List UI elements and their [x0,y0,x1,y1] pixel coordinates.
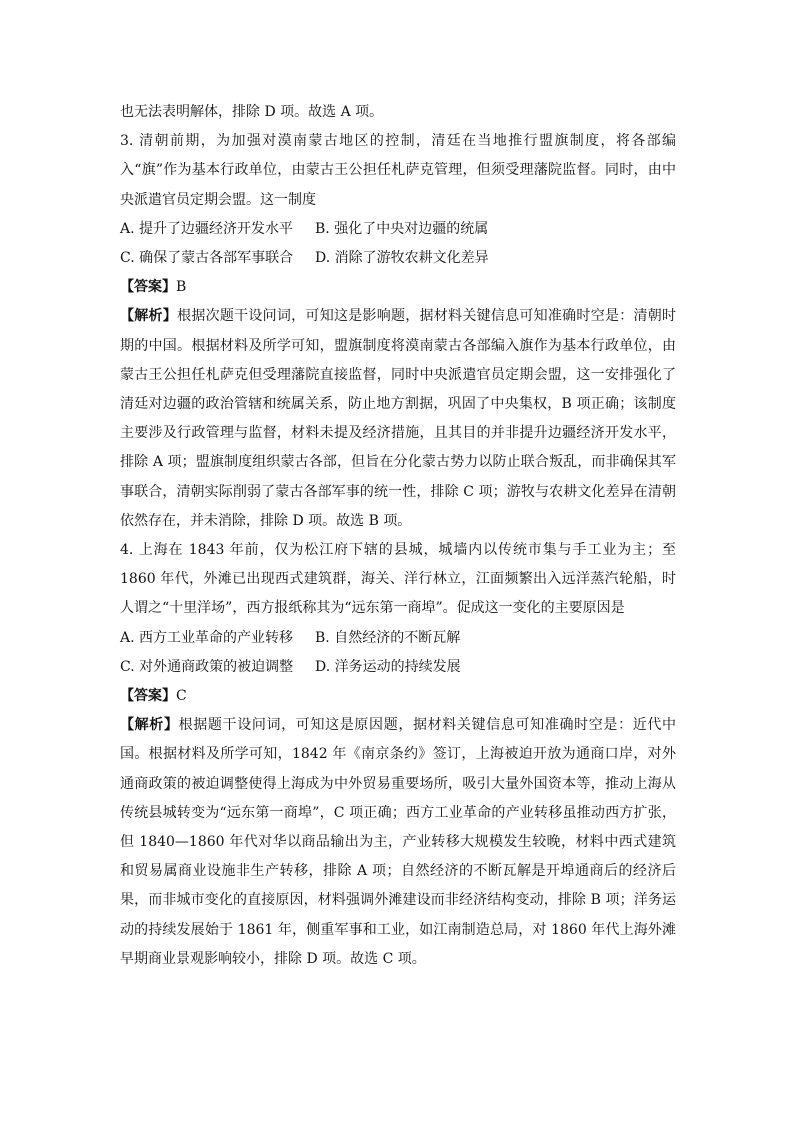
question-3-option-d: D. 消除了游牧农耕文化差异 [315,250,489,267]
question-3-options-row-2 [120,244,676,273]
question-3-answer-label: 【答案】 [120,279,176,296]
question-4-option-d: D. 洋务运动的持续发展 [315,658,461,675]
page-content [120,98,676,974]
question-4-analysis-label: 【解析】 [120,717,179,734]
question-4-answer-label: 【答案】 [120,688,176,705]
question-4-analysis-text: 根据题干设问词，可知这是原因题，据材料关键信息可知准确时空是：近代中国。根据材料及所学可知，1842 年《南京条约》签订，上海被迫开放为通商口岸，对外通商政策的被迫调整使得上海成为中外贸易重要场所，吸引大量外国资本等，推动上海从传统县城转变为“远东第一商埠”，C 项正确；西方工业革命的产业转移虽推动西方扩张，但 1840—1860 年代对华以商品输出为主，产业转移大规模发生较晚，材料中西式建筑和贸易属商业设施非生产转移，排除 A 项；自然经济的不断瓦解是开埠通商后的经济后果，而非城市变化的直接原因，材料强调外滩建设而非经济结构变动，排除 B 项；洋务运动的持续发展始于 1861 年，侧重军事和工业，如江南制造总局，对 1860 年代上海外滩早期商业景观影响较小，排除 D 项。故选 C 项。 [120,717,677,967]
question-3-analysis-text: 根据次题干设问词，可知这是影响题，据材料关键信息可知准确时空是：清朝时期的中国。根据材料及所学可知，盟旗制度将漠南蒙古各部编入旗作为基本行政单位，由蒙古王公担任札萨克但受理藩院直接监督，同时中央派遣官员定期会盟，这一安排强化了清廷对边疆的政治管辖和统属关系，防止地方割据，巩固了中央集权，B 项正确；该制度主要涉及行政管理与监督，材料未提及经济措施，且其目的并非提升边疆经济开发水平，排除 A 项；盟旗制度组织蒙古各部，但旨在分化蒙古势力以防止联合叛乱，而非确保其军事联合，清朝实际削弱了蒙古各部军事的统一性，排除 C 项；游牧与农耕文化差异在清朝依然存在，并未消除，排除 D 项。故选 B 项。 [120,308,677,529]
previous-analysis-ending: 也无法表明解体，排除 D 项。故选 A 项。 [120,104,384,120]
question-3-options-row-1 [120,215,676,244]
question-4-options-row-2 [120,653,676,682]
question-4-option-a: A. 西方工业革命的产业转移 [120,629,294,646]
question-4-answer [120,682,676,711]
question-3-analysis-label: 【解析】 [120,308,178,325]
question-4-options-row-1 [120,624,676,653]
question-3-option-b: B. 强化了中央对边疆的统属 [315,220,489,237]
question-4-analysis [120,711,676,974]
question-3-stem: 3. 清朝前期，为加强对漠南蒙古地区的控制，清廷在当地推行盟旗制度，将各部编入“旗”作为基本行政单位，由蒙古王公担任札萨克管理，但须受理藩院监督。同时，由中央派遣官员定期会盟。这一制度 [120,133,676,208]
question-3-option-c: C. 确保了蒙古各部军事联合 [120,250,294,267]
question-4-answer-value: C [176,688,187,705]
question-3-answer-value: B [176,279,187,296]
question-3-answer [120,273,676,302]
question-3-analysis [120,302,676,536]
question-3-option-a: A. 提升了边疆经济开发水平 [120,220,294,237]
question-4-option-b: B. 自然经济的不断瓦解 [315,629,461,646]
question-4-option-c: C. 对外通商政策的被迫调整 [120,658,294,675]
question-4-stem: 4. 上海在 1843 年前，仅为松江府下辖的县城，城墙内以传统市集与手工业为主；至 1860 年代，外滩已出现西式建筑群，海关、洋行林立，江面频繁出入远洋蒸汽轮船，时人谓之“十里洋场”，西方报纸称其为“远东第一商埠”。促成这一变化的主要原因是 [120,542,676,617]
